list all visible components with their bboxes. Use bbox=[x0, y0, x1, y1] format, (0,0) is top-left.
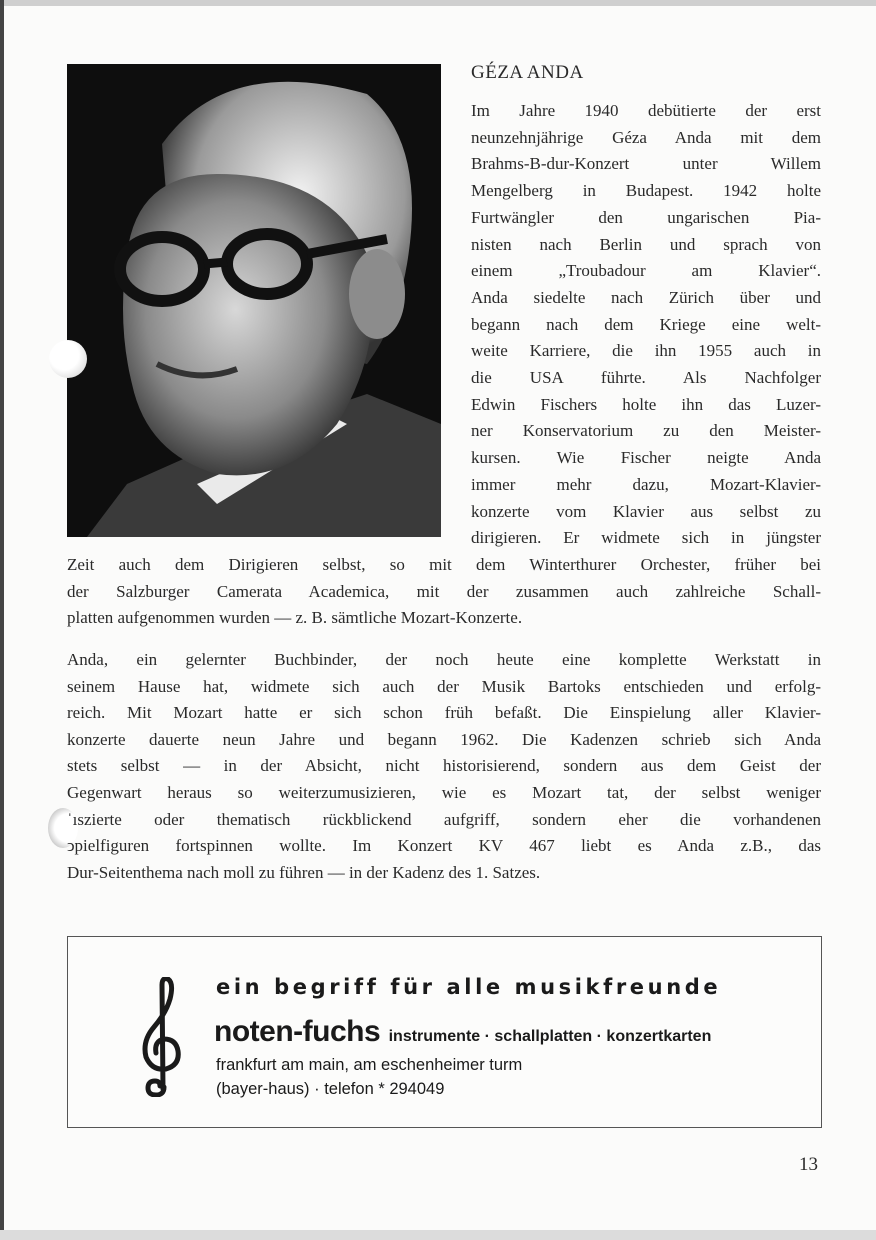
page-edge-bottom bbox=[0, 1230, 876, 1240]
text-line: ˈıszierte oder thematisch rückblickend aufgriff, sondern eher die vorhandenen bbox=[67, 809, 821, 829]
text-line: Edwin Fischers holte ihn das Luzer- bbox=[471, 394, 821, 414]
text-line: platten aufgenommen wurden — z. B. sämtliche Mozart-Konzerte. bbox=[67, 608, 523, 628]
ad-brand-name: noten-fuchs bbox=[214, 1015, 381, 1048]
text-line: dirigieren. Er widmete sich in jüngster bbox=[471, 528, 821, 548]
paragraph-second bbox=[67, 647, 821, 886]
text-line: nisten nach Berlin und sprach von bbox=[471, 234, 821, 254]
text-line: Anda siedelte nach Zürich über und bbox=[471, 287, 821, 307]
ad-address: frankfurt am main, am eschenheimer turm bbox=[216, 1056, 523, 1074]
text-line: konzerte dauerte neun Jahre und begann 1962. Die Kadenzen schrieb sich Anda bbox=[67, 729, 821, 749]
side-column-text bbox=[471, 98, 821, 552]
text-line: weite Karriere, die ihn 1955 auch in bbox=[471, 341, 821, 361]
text-line: Gegenwart heraus so weiterzumusizieren, wie es Mozart tat, der selbst weniger bbox=[67, 782, 821, 802]
page-edge-left bbox=[0, 0, 4, 1230]
text-line: stets selbst — in der Absicht, nicht historisierend, sondern aus dem Geist der bbox=[67, 756, 821, 776]
advertisement-box bbox=[67, 936, 822, 1128]
binder-hole bbox=[49, 340, 87, 378]
text-line: Brahms-B-dur-Konzert unter Willem bbox=[471, 154, 821, 174]
ad-slogan: ein begriff für alle musikfreunde bbox=[216, 975, 722, 999]
text-line: begann nach dem Kriege eine welt- bbox=[471, 314, 821, 334]
page-number: 13 bbox=[799, 1154, 818, 1175]
text-line: Furtwängler den ungarischen Pia- bbox=[471, 207, 821, 227]
text-line: seinem Hause hat, widmete sich auch der Musik Bartoks entschieden und erfolg- bbox=[67, 676, 821, 696]
page-edge-top bbox=[0, 0, 876, 6]
text-line: der Salzburger Camerata Academica, mit der zusammen auch zahlreiche Schall- bbox=[67, 581, 821, 601]
text-line: Mengelberg in Budapest. 1942 holte bbox=[471, 181, 821, 201]
text-line: die USA führte. Als Nachfolger bbox=[471, 368, 821, 388]
text-line: Im Jahre 1940 debütierte der erst bbox=[471, 101, 821, 120]
text-line: einem „Troubadour am Klavier“. bbox=[471, 261, 821, 281]
ad-phone: (bayer-haus) · telefon * 294049 bbox=[216, 1080, 445, 1098]
ad-brand-line bbox=[214, 1015, 711, 1049]
text-line: Zeit auch dem Dirigieren selbst, so mit dem Winterthurer Orchester, früher bei bbox=[67, 555, 821, 574]
text-line: Dur-Seitenthema nach moll zu führen — in der Kadenz des 1. Satzes. bbox=[67, 862, 541, 882]
text-line: ͻpielfiguren fortspinnen wollte. Im Konzert KV 467 liebt es Anda z.B., das bbox=[67, 836, 821, 856]
text-line: ner Konservatorium zu den Meister- bbox=[471, 421, 821, 441]
text-line: neunzehnjährige Géza Anda mit dem bbox=[471, 127, 821, 147]
text-line: kursen. Wie Fischer neigte Anda bbox=[471, 448, 821, 468]
text-line: immer mehr dazu, Mozart-Klavier- bbox=[471, 474, 821, 494]
article-title: GÉZA ANDA bbox=[471, 62, 584, 83]
portrait-photo bbox=[67, 64, 441, 537]
ad-services: instrumente · schallplatten · konzertkarten bbox=[388, 1028, 712, 1045]
text-line: reich. Mit Mozart hatte er sich schon früh befaßt. Die Einspielung aller Klavier- bbox=[67, 703, 821, 723]
text-line: Anda, ein gelernter Buchbinder, der noch heute eine komplette Werkstatt in bbox=[67, 650, 821, 669]
treble-clef-icon bbox=[138, 977, 186, 1097]
text-line: konzerte vom Klavier aus selbst zu bbox=[471, 501, 821, 521]
paragraph-continuation bbox=[67, 552, 821, 632]
